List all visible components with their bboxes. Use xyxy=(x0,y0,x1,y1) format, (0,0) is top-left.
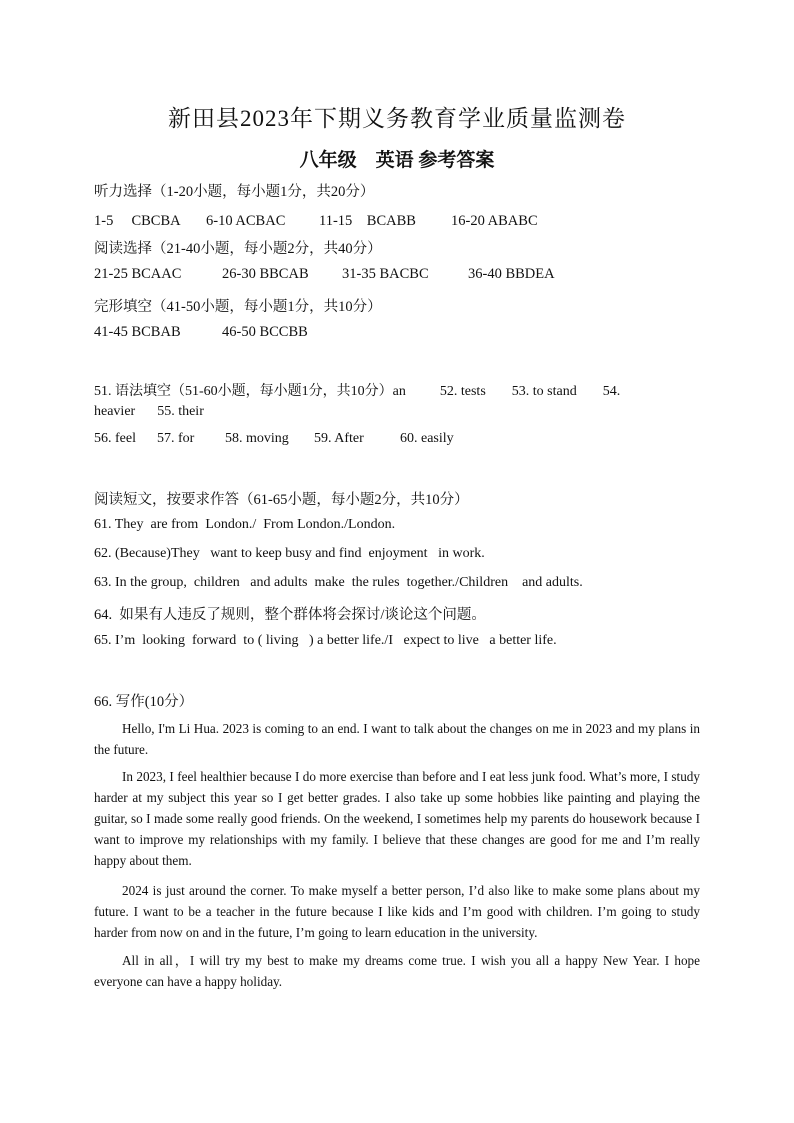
short-answer: 64. 如果有人违反了规则，整个群体将会探讨/谈论这个问题。 xyxy=(94,607,486,623)
cloze-heading: 完形填空（41-50小题，每小题1分，共10分） xyxy=(94,299,382,315)
grammar-answer: 52. tests xyxy=(439,384,486,399)
answer-group: 1-5 CBCBA xyxy=(94,213,181,229)
reading-answers xyxy=(94,266,555,283)
grammar-answer: 60. easily xyxy=(400,431,454,446)
answer-group: 21-25 BCAAC xyxy=(94,266,182,282)
answer-group: 26-30 BBCAB xyxy=(222,266,309,282)
answer-group: 16-20 ABABC xyxy=(451,213,538,229)
grammar-heading: 51. 语法填空（51-60小题，每小题1分，共10分）an xyxy=(94,384,406,399)
grammar-answer: 58. moving xyxy=(225,431,289,446)
page-subtitle: 八年级 英语 参考答案 xyxy=(299,150,495,171)
answer-group: 36-40 BBDEA xyxy=(468,266,555,282)
answer-group: 6-10 ACBAC xyxy=(206,213,286,229)
short-answer: 62. (Because)They want to keep busy and find enjoyment in work. xyxy=(94,546,485,561)
writing-heading: 66. 写作(10分） xyxy=(94,694,194,710)
writing-paragraph: All in all，I will try my best to make my dreams come true. I wish you all a happy New Year. I hope everyone can have a happy holiday. xyxy=(94,953,700,989)
short-answer: 63. In the group, children and adults make the rules together./Children and adults. xyxy=(94,575,583,590)
answer-group: 31-35 BACBC xyxy=(342,266,429,282)
grammar-answer: 53. to stand xyxy=(511,384,577,399)
cloze-answers xyxy=(94,324,308,341)
page-title: 新田县2023年下期义务教育学业质量监测卷 xyxy=(168,106,626,131)
answer-group: 11-15 BCABB xyxy=(319,213,416,229)
grammar-answer: 56. feel xyxy=(94,431,136,446)
grammar-answer: 59. After xyxy=(314,431,364,446)
writing-paragraph: In 2023, I feel healthier because I do more exercise than before and I eat less junk food. What’s more, I study harder at my subject this year so I get better grades. I also take up some hobbies like painting and playing the guitar, so I made some really good friends. On the weekend, I sometimes help my parents do housework because I want to improve my relationships with my family. I believe that these changes are good for me and I’m really happy about them. xyxy=(94,769,700,868)
answer-group: 46-50 BCCBB xyxy=(222,324,308,340)
reading-heading: 阅读选择（21-40小题，每小题2分，共40分） xyxy=(94,241,382,257)
answer-group: 41-45 BCBAB xyxy=(94,324,181,340)
listening-heading: 听力选择（1-20小题，每小题1分，共20分） xyxy=(94,184,375,200)
writing-paragraph: 2024 is just around the corner. To make myself a better person, I’d also like to make some plans about my future. I want to be a teacher in the future because I like kids and I’m good with children. I’m going to study harder from now on and in the future, I’m going to learn education in the university. xyxy=(94,883,700,940)
grammar-answer: 55. their xyxy=(157,404,204,419)
short-answer: 61. They are from London./ From London./London. xyxy=(94,517,396,532)
short-answer: 65. I’m looking forward to ( living ) a better life./I expect to live a better life. xyxy=(94,633,557,648)
grammar-answers xyxy=(94,382,700,422)
writing-paragraph: Hello, I'm Li Hua. 2023 is coming to an end. I want to talk about the changes on me in 2023 and my plans in the future. xyxy=(94,721,700,757)
short-reading-heading: 阅读短文，按要求作答（61-65小题，每小题2分，共10分） xyxy=(94,492,469,508)
grammar-answer: 54. xyxy=(602,384,621,399)
grammar-answers-row2 xyxy=(94,431,454,447)
listening-answers xyxy=(94,209,538,230)
grammar-answer: 57. for xyxy=(157,431,195,446)
grammar-answer: heavier xyxy=(94,404,136,419)
